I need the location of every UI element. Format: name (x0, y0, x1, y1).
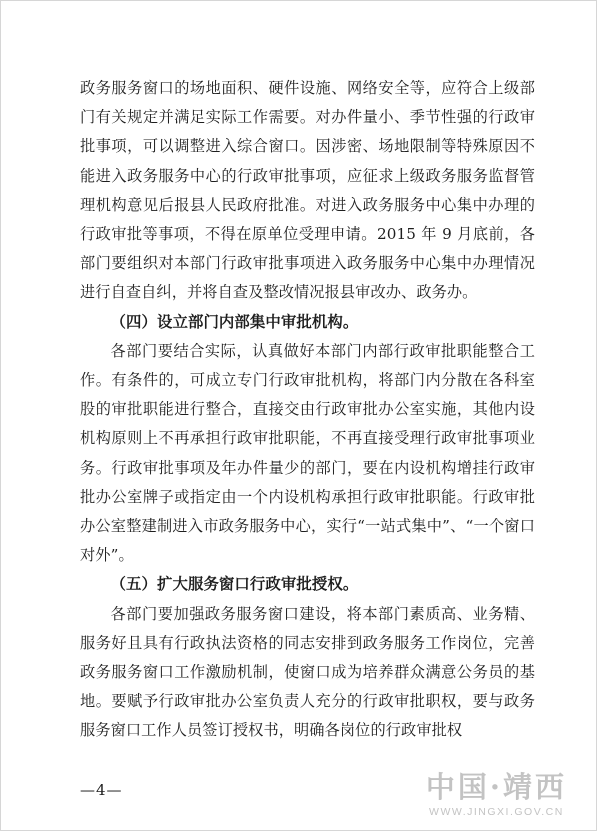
watermark-url: WWW.JINGXI.GOV.CN (429, 806, 564, 818)
watermark-title: 中国·靖西 (425, 770, 567, 804)
site-watermark (426, 770, 567, 818)
paragraph-3: 各部门要加强政务服务窗口建设，将本部门素质高、业务精、服务好且具有行政执法资格的同志安排到政务服务工作岗位，完善政务服务窗口工作激励机制，使窗口成为培养群众满意公务员的基地。要赋予行政审批办公室负责人充分的行政审批职权，要与政务服务窗口工作人员签订授权书，明确各岗位的行政审批权 (80, 604, 535, 740)
section-heading-5: （五）扩大服务窗口行政审批授权。 (110, 575, 359, 594)
document-body (80, 74, 535, 746)
section-heading-4: （四）设立部门内部集中审批机构。 (110, 312, 359, 331)
paragraph-1: 政务服务窗口的场地面积、硬件设施、网络安全等，应符合上级部门有关规定并满足实际工作需要。对办件量小、季节性强的行政审批事项，可以调整进入综合窗口。因涉密、场地限制等特殊原因不能进入政务服务中心的行政审批事项，应征求上级政务服务监督管理机构意见后报县人民政府批准。对进入政务服务中心集中办理的行政审批等事项，不得在原单位受理申请。2015 年 9 月底前，各部门要组织对本部门行政审批事项进入政务服务中心集中办理情况进行自查自纠，并将自查及整改情况报县审改办、政务办。 (80, 79, 535, 302)
page-number: —4— (80, 781, 123, 799)
paragraph-2: 各部门要结合实际，认真做好本部门内部行政审批职能整合工作。有条件的，可成立专门行政审批机构，将部门内分散在各科室股的审批职能进行整合，直接交由行政审批办公室实施，其他内设机构原则上不再承担行政审批职能，不再直接受理行政审批事项业务。行政审批事项及年办件量少的部门，要在内设机构增挂行政审批办公室牌子或指定由一个内设机构承担行政审批职能。行政审批办公室整建制进入市政务服务中心，实行“一站式集中”、“一个窗口对外”。 (80, 341, 535, 565)
